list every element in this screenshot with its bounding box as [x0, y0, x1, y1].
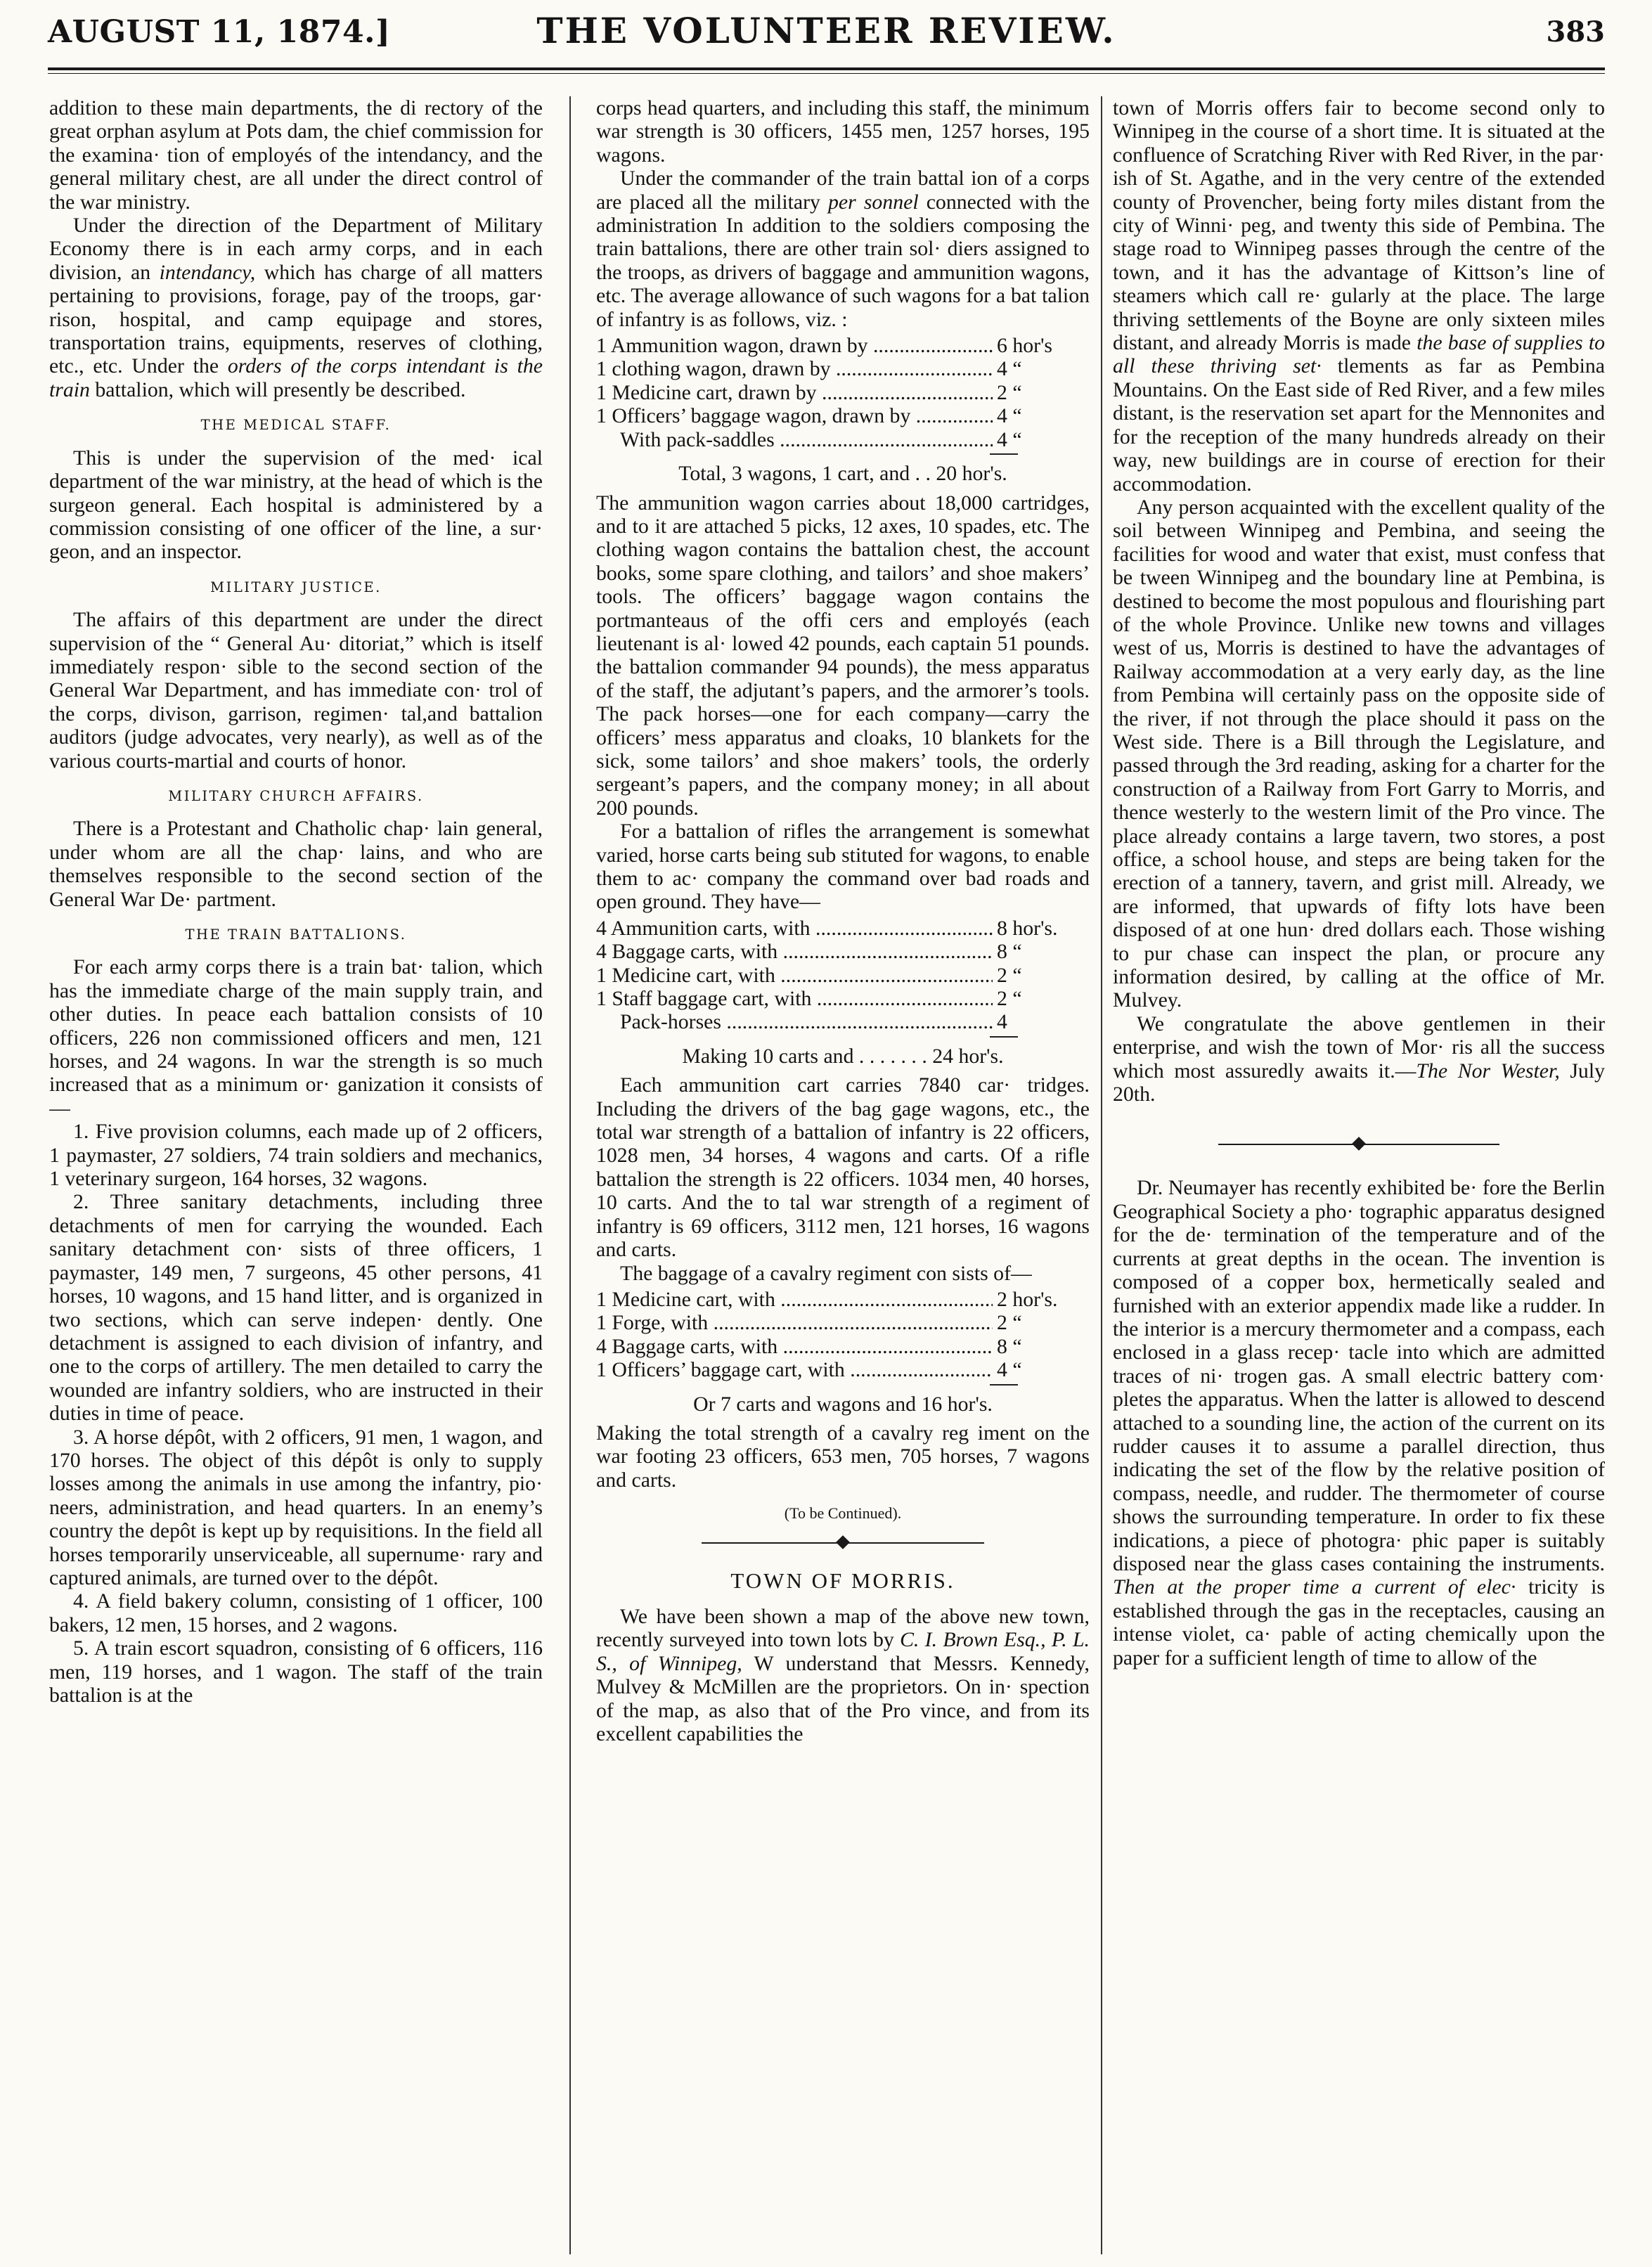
paragraph: For a battalion of rifles the arrangement is somewhat varied, horse carts being sub stituted for wagons, to enable them to ac· company the command over bad roads and open ground. They have—	[596, 820, 1090, 914]
paragraph: 2. Three sanitary detachments, including three detachments of men for carrying the wounded. Each sanitary detachment con· sists of three officers, 1 paymaster, 149 men, 7 surgeons, 45 other persons, 41 horses, 10 wagons, and 15 hand litter, and is organized in two sections, which can serve indepen· dently. One detachment is assigned to each division of infantry, and one to the corps of artillery. The men detailed to carry the wounded are infantry soldiers, who are instructed in their duties in time of peace.	[49, 1190, 543, 1426]
paragraph: 5. A train escort squadron, consisting of 6 officers, 116 men, 119 horses, and 1 wagon. The staff of the train battalion is at the	[49, 1636, 543, 1707]
paragraph: The ammunition wagon carries about 18,000 cartridges, and to it are attached 5 picks, 12 axes, 10 spades, etc. The clothing wagon contains the battalion chest, the account books, some spare clothing, and tailors’ and shoe makers’ tools. The officers’ baggage wagon contains the portmanteaus of the offi cers and employés (each lieutenant is al· lowed 42 pounds, each captain 51 pounds. the battalion commander 94 pounds), the mess apparatus of the staff, the adjutant’s papers, and the armorer’s tools. The pack horses—one for each company—carry the officers’ mess apparatus and cloaks, 10 blankets for the sick, some tailors’ and shoe makers’ tools, the orderly sergeant’s papers, and the company money; in all about 200 pounds.	[596, 491, 1090, 820]
column-1	[49, 96, 543, 2254]
paragraph: We congratulate the above gentlemen in their enterprise, and wish the town of Mor· ris all the success which most assuredly awaits it.—The Nor Wester, July 20th.	[1113, 1012, 1605, 1106]
sum-rule	[990, 1384, 1018, 1386]
cavalry-baggage-table	[596, 1288, 1090, 1382]
paragraph: The baggage of a cavalry regiment con sists of—	[620, 1261, 1032, 1285]
paragraph: Dr. Neumayer has recently exhibited be· fore the Berlin Geographical Society a pho· tographic apparatus designed for the de· termination of the temperature and of the currents at great depths in the ocean. The invention is composed of a copper box, hermetically sealed and furnished with an exterior appendix made like a rudder. In the interior is a mercury thermometer and a compass, each enclosed in a glass recep· tacle into which are admitted traces of ni· trogen gas. A small electric battery com· pletes the apparatus. When the latter is allowed to descend attached to a sounding line, the action of the current on its rudder causes it to assume a parallel direction, thus indicating the set of the flow by the relative position of compass, needle, and rudder. The thermometer of course shows the surrounding temperature. In order to fix these indications, a piece of photogra· phic paper is suitably disposed near the glass cases containing the instruments. Then at the proper time a current of elec· tricity is established through the gas in the receptacles, causing an intense violet, ca· pable of acting chemically upon the paper for a sufficient length of time to allow of the	[1113, 1176, 1605, 1669]
table-row: 1 Ammunition wagon, drawn by ..... 6 hor's	[596, 334, 1090, 357]
wagon-allowance-table	[596, 334, 1090, 451]
paragraph: corps head quarters, and including this staff, the minimum war strength is 30 officers, 1455 men, 1257 horses, 195 wagons.	[596, 96, 1090, 167]
paragraph: Under the commander of the train battal ion of a corps are placed all the military per sonnel connected with the administration In addition to the soldiers composing the train battalions, there are other train sol· diers assigned to the troops, as drivers of baggage and ammunition wagons, etc. The average allowance of such wagons for a bat talion of infantry is as follows, viz. :	[596, 167, 1090, 331]
header-rule-thin	[48, 73, 1605, 74]
table-row: With pack-saddles ..... 4 “	[596, 428, 1090, 451]
sum-rule	[990, 453, 1018, 455]
paragraph: We have been shown a map of the above new town, recently surveyed into town lots by C. I. Brown Esq., P. L. S., of Winnipeg, W understand that Messrs. Kennedy, Mulvey & McMillen are the proprietors. On in· spection of the map, as also that of the Pro vince, and from its excellent capabilities the	[596, 1604, 1090, 1745]
table-row: 1 Medicine cart, with ..... 2 hor's.	[596, 1288, 1090, 1311]
page-number: 383	[1546, 15, 1605, 49]
paragraph: town of Morris offers fair to become second only to Winnipeg in the course of a short time. It is situated at the confluence of Scratching River with Red River, in the par· ish of St. Agathe, and in the very centre of the extended county of Provencher, being forty miles distant from the city of Winni· peg, and twenty this side of Pembina. The stage road to Winnipeg passes through the centre of the town, and it has the advantage of Kittson’s line of steamers which call re· gularly at the place. The large thriving settlements of the Boyne are only sixteen miles distant, and already Morris is made the base of supplies to all these thriving set· tlements as far as Pembina Mountains. On the East side of Red River, and a few miles distant, is the reservation set apart for the Mennonites and for the reception of the many hundreds already on their way, new buildings are in course of erection for their accommodation.	[1113, 96, 1605, 496]
section-heading: MILITARY CHURCH AFFAIRS.	[168, 787, 424, 804]
table-row: 1 Forge, with ..... 2 “	[596, 1311, 1090, 1334]
table-row: 1 Medicine cart, drawn by ..... 2 “	[596, 381, 1090, 404]
table-row: 4 Baggage carts, with ..... 8 “	[596, 1335, 1090, 1358]
header-rule-thick	[48, 67, 1605, 70]
table-row: 1 Staff baggage cart, with ..... 2 “	[596, 987, 1090, 1010]
paragraph: Any person acquainted with the excellent quality of the soil between Winnipeg and Pembina, and seeing the facilities for wood and water that exist, must confess that be tween Winnipeg and the boundary line at Pembina, is destined to become the most populous and flourishing part of the whole Province. Unlike new towns and villages west of us, Morris is destined to have the advantages of Railway accommodation at a very early day, as the line from Pembina will certainly pass on the opposite side of the river, if not through the place should it pass on the West side. There is a Bill through the Legislature, and passed through the 3rd reading, asking for a charter for the construction of a Railway from Fort Garry to Morris, and thence westerly to the western limit of the Pro vince. The place already contains a large tavern, two stores, a post office, a school house, and steps are being taken for the erection of a tannery, tavern, and grist mill. Already, we are informed, that upwards of fifty lots have been disposed of at one hun· dred dollars each. Those wishing to pur chase can inspect the plan, or procure any information desired, by calling at the office of Mr. Mulvey.	[1113, 495, 1605, 1012]
section-heading: THE MEDICAL STAFF.	[200, 417, 392, 434]
article-separator	[1113, 1134, 1605, 1155]
rifle-battalion-table	[596, 917, 1090, 1034]
table-row: 1 Medicine cart, with ..... 2 “	[596, 964, 1090, 987]
page-header	[48, 10, 1605, 65]
table-row: 4 Baggage carts, with ..... 8 “	[596, 940, 1090, 963]
column-divider	[569, 96, 571, 2254]
article-separator	[596, 1532, 1090, 1554]
paragraph: The affairs of this department are under the direct supervision of the “ General Au· ditoriat,” which is itself immediately respon· sible to the second section of the General War Department, and has immediate con· trol of the corps, divison, garrison, regimen· tal,and battalion auditors (judge advocates, very nearly), as well as of the various courts-martial and courts of honor.	[49, 608, 543, 773]
column-3	[1113, 96, 1605, 2254]
table-total: Making 10 carts and . . . . . . . 24 hor's.	[682, 1044, 1004, 1068]
table-row: 4 Ammunition carts, with ..... 8 hor's.	[596, 917, 1090, 940]
column-2	[596, 96, 1090, 2254]
article-heading: TOWN OF MORRIS.	[730, 1568, 955, 1593]
table-row: 1 Officers’ baggage wagon, drawn by ..... 4 “	[596, 404, 1090, 427]
paragraph: 3. A horse dépôt, with 2 officers, 91 men, 1 wagon, and 170 horses. The object of this dépôt is only to supply losses among the animals in use among the infantry, pio· neers, administration, and head quarters. In an enemy’s country the depôt is kept up by requisitions. In the field all horses temporarily unserviceable, all supernume· rary and captured animals, are turned over to the dépôt.	[49, 1425, 543, 1589]
paragraph: Under the direction of the Department of Military Economy there is in each army corps, and in each division, an intendancy, which has charge of all matters pertaining to provisions, forage, pay of the troops, gar· rison, hospital, and camp equipage and stores, transportation trains, equipments, reserves of clothing, etc., etc. Under the orders of the corps intendant is the train battalion, which will presently be described.	[49, 214, 543, 401]
continued-note: (To be Continued).	[784, 1504, 902, 1523]
publication-title: THE VOLUNTEER REVIEW.	[536, 10, 1116, 51]
paragraph: This is under the supervision of the med· ical department of the war ministry, at the head of which is the surgeon general. Each hospital is administered by a commission consisting of one officer of the line, a sur· geon, and an inspector.	[49, 446, 543, 564]
table-row: 1 Officers’ baggage cart, with ..... 4 “	[596, 1358, 1090, 1381]
section-heading: MILITARY JUSTICE.	[210, 579, 382, 595]
paragraph: 4. A field bakery column, consisting of 1 officer, 100 bakers, 12 men, 15 horses, and 2 wagons.	[49, 1589, 543, 1636]
paragraph: Making the total strength of a cavalry reg iment on the war footing 23 officers, 653 men, 705 horses, 7 wagons and carts.	[596, 1421, 1090, 1492]
table-row: 1 clothing wagon, drawn by ..... 4 “	[596, 357, 1090, 380]
paragraph: addition to these main departments, the di rectory of the great orphan asylum at Pots dam, the chief commission for the examina· tion of employés of the intendancy, and the general military chest, are all under the direct control of the war ministry.	[49, 96, 543, 214]
table-total: Or 7 carts and wagons and 16 hor's.	[693, 1392, 993, 1416]
section-heading: THE TRAIN BATTALIONS.	[185, 926, 407, 943]
table-total: Total, 3 wagons, 1 cart, and . . 20 hor's.	[678, 462, 1007, 486]
issue-date: AUGUST 11, 1874.]	[48, 14, 391, 50]
sum-rule	[990, 1036, 1018, 1038]
paragraph: Each ammunition cart carries 7840 car· tridges. Including the drivers of the bag gage wagons, etc., the total war strength of a battalion of infantry is 22 officers, 1028 men, 34 horses, 4 wagons and carts. Of a rifle battalion the strength is 22 officers. 1034 men, 40 horses, 10 carts. And the to tal war strength of a regiment of infantry is 69 officers, 3112 men, 121 horses, 16 wagons and carts.	[596, 1073, 1090, 1262]
paragraph: There is a Protestant and Chatholic chap· lain general, under whom are all the chap· lains, and who are themselves responsible to the second section of the General War De· partment.	[49, 817, 543, 911]
table-row: Pack-horses ..... 4	[596, 1010, 1090, 1033]
paragraph: 1. Five provision columns, each made up of 2 officers, 1 paymaster, 27 soldiers, 74 train soldiers and mechanics, 1 veterinary surgeon, 164 horses, 32 wagons.	[49, 1120, 543, 1191]
paragraph: For each army corps there is a train bat· talion, which has the immediate charge of the main supply train, and other duties. In peace each battalion consists of 10 officers, 226 non commissioned officers and men, 121 horses, and 24 wagons. In war the strength is so much increased that as a minimum or· ganization it consists of—	[49, 955, 543, 1120]
column-divider	[1101, 96, 1102, 2254]
